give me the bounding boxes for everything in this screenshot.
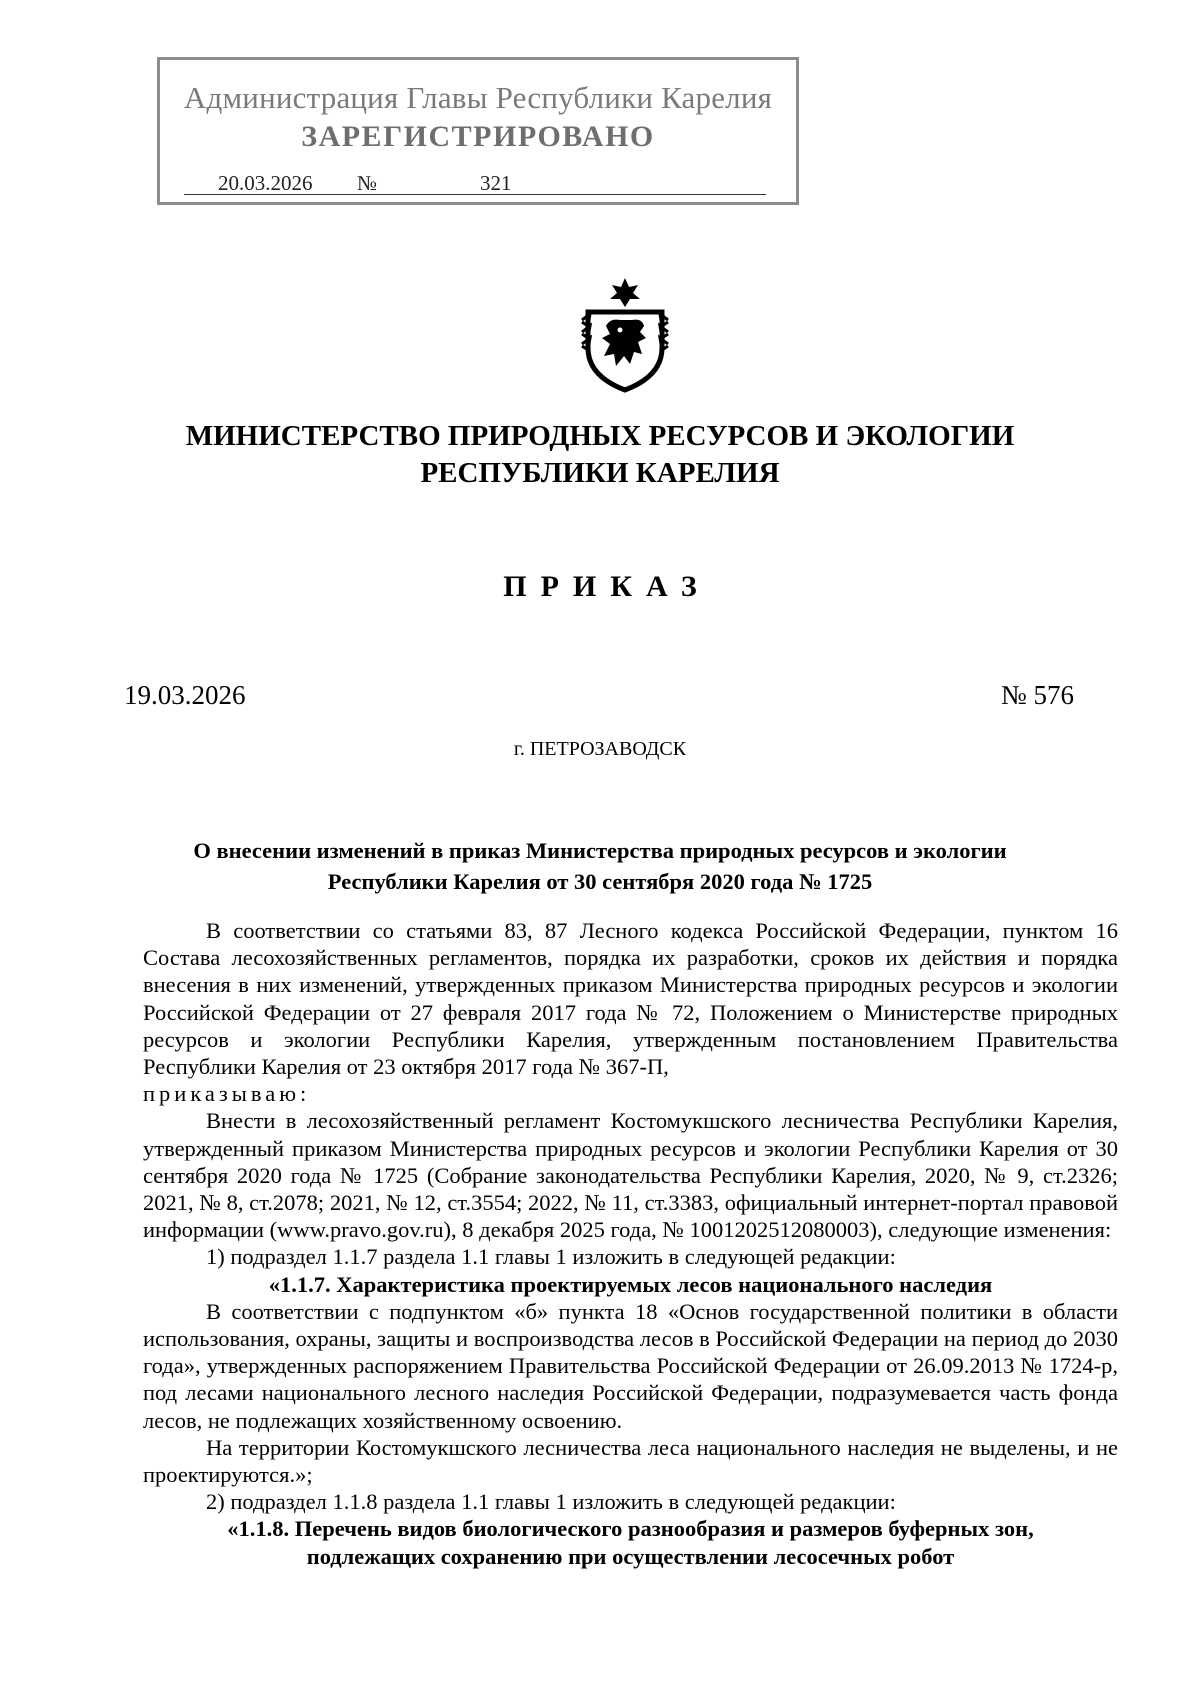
order-word: приказываю: xyxy=(143,1081,311,1107)
order-word-line xyxy=(143,1080,1118,1107)
ministry-line-1: МИНИСТЕРСТВО ПРИРОДНЫХ РЕСУРСОВ И ЭКОЛОГИИ xyxy=(185,420,1015,452)
document-type: ПРИКАЗ xyxy=(503,570,711,603)
item-2: 2) подраздел 1.1.8 раздела 1.1 главы 1 изложить в следующей редакции: xyxy=(206,1489,896,1515)
ministry-line-2: РЕСПУБЛИКИ КАРЕЛИЯ xyxy=(420,457,780,489)
coat-of-arms-emblem xyxy=(580,276,670,394)
heading-1-1-7: «1.1.7. Характеристика проектируемых лесов национального наследия xyxy=(268,1271,993,1297)
city: г. ПЕТРОЗАВОДСК xyxy=(513,738,687,760)
section-1-1-7-paragraph-1: В соответствии с подпунктом «б» пункта 18 «Основ государственной политики в области использования, охраны, защиты и воспроизводства лесов в Российской Федерации на период до 2030 года», утвержденных распоряжением Правительства Российской Федерации от 26.09.2013 № 1724-р, под лесами национального лесного наследия Российской Федерации, подразумевается часть фонда лесов, не подлежащих хозяйственному освоению. xyxy=(143,1298,1118,1433)
heading-1-1-8-line-1: «1.1.8. Перечень видов биологического разнообразия и размеров буферных зон, xyxy=(227,1516,1034,1542)
stamp-number: 321 xyxy=(480,171,512,195)
stamp-date: 20.03.2026 xyxy=(218,171,313,195)
stamp-number-sign: № xyxy=(357,171,378,195)
order-body xyxy=(143,917,1118,1570)
order-date: 19.03.2026 xyxy=(124,680,246,710)
section-1-1-7-paragraph-2: На территории Костомукшского лесничества леса национального наследия не выделены, и не проектируются.»; xyxy=(143,1434,1118,1488)
order-subject xyxy=(0,835,1200,897)
preamble-paragraph xyxy=(143,917,1118,1080)
heading-1-1-8-line-2: подлежащих сохранению при осуществлении лесосечных робот xyxy=(306,1543,955,1569)
subject-line-1: О внесении изменений в приказ Министерства природных ресурсов и экологии xyxy=(193,838,1007,863)
ministry-name xyxy=(0,418,1200,492)
stamp-organization: Администрация Главы Республики Карелия xyxy=(183,80,773,115)
amendment-paragraph: Внести в лесохозяйственный регламент Костомукшского лесничества Республики Карелия, утвержденный приказом Министерства природных ресурсов и экологии Республики Карелия от 30 сентября 2020 года № 1725 (Собрание законодательства Республики Карелия, 2020, № 9, ст.2326; 2021, № 8, ст.2078; 2021, № 12, ст.3554; 2022, № 11, ст.3383, официальный интернет-портал правовой информации (www.pravo.gov.ru), 8 декабря 2025 года, № 1001202512080003), следующие изменения: xyxy=(143,1108,1118,1243)
subject-line-2: Республики Карелия от 30 сентября 2020 года № 1725 xyxy=(327,869,873,894)
registration-stamp xyxy=(157,57,799,205)
preamble-text: В соответствии со статьями 83, 87 Лесного кодекса Российской Федерации, пунктом 16 Состава лесохозяйственных регламентов, порядка их разработки, сроков их действия и порядка внесения в них изменений, утвержденных приказом Министерства природных ресурсов и экологии Российской Федерации от 27 февраля 2017 года № 72, Положением о Министерстве природных ресурсов и экологии Республики Карелия, утвержденным постановлением Правительства Республики Карелия от 23 октября 2017 года № 367-П, xyxy=(143,918,1118,1080)
heading-1-1-8 xyxy=(143,1515,1118,1569)
item-1: 1) подраздел 1.1.7 раздела 1.1 главы 1 изложить в следующей редакции: xyxy=(206,1244,896,1270)
order-number: № 576 xyxy=(1000,680,1074,710)
stamp-status: ЗАРЕГИСТРИРОВАНО xyxy=(301,120,655,153)
